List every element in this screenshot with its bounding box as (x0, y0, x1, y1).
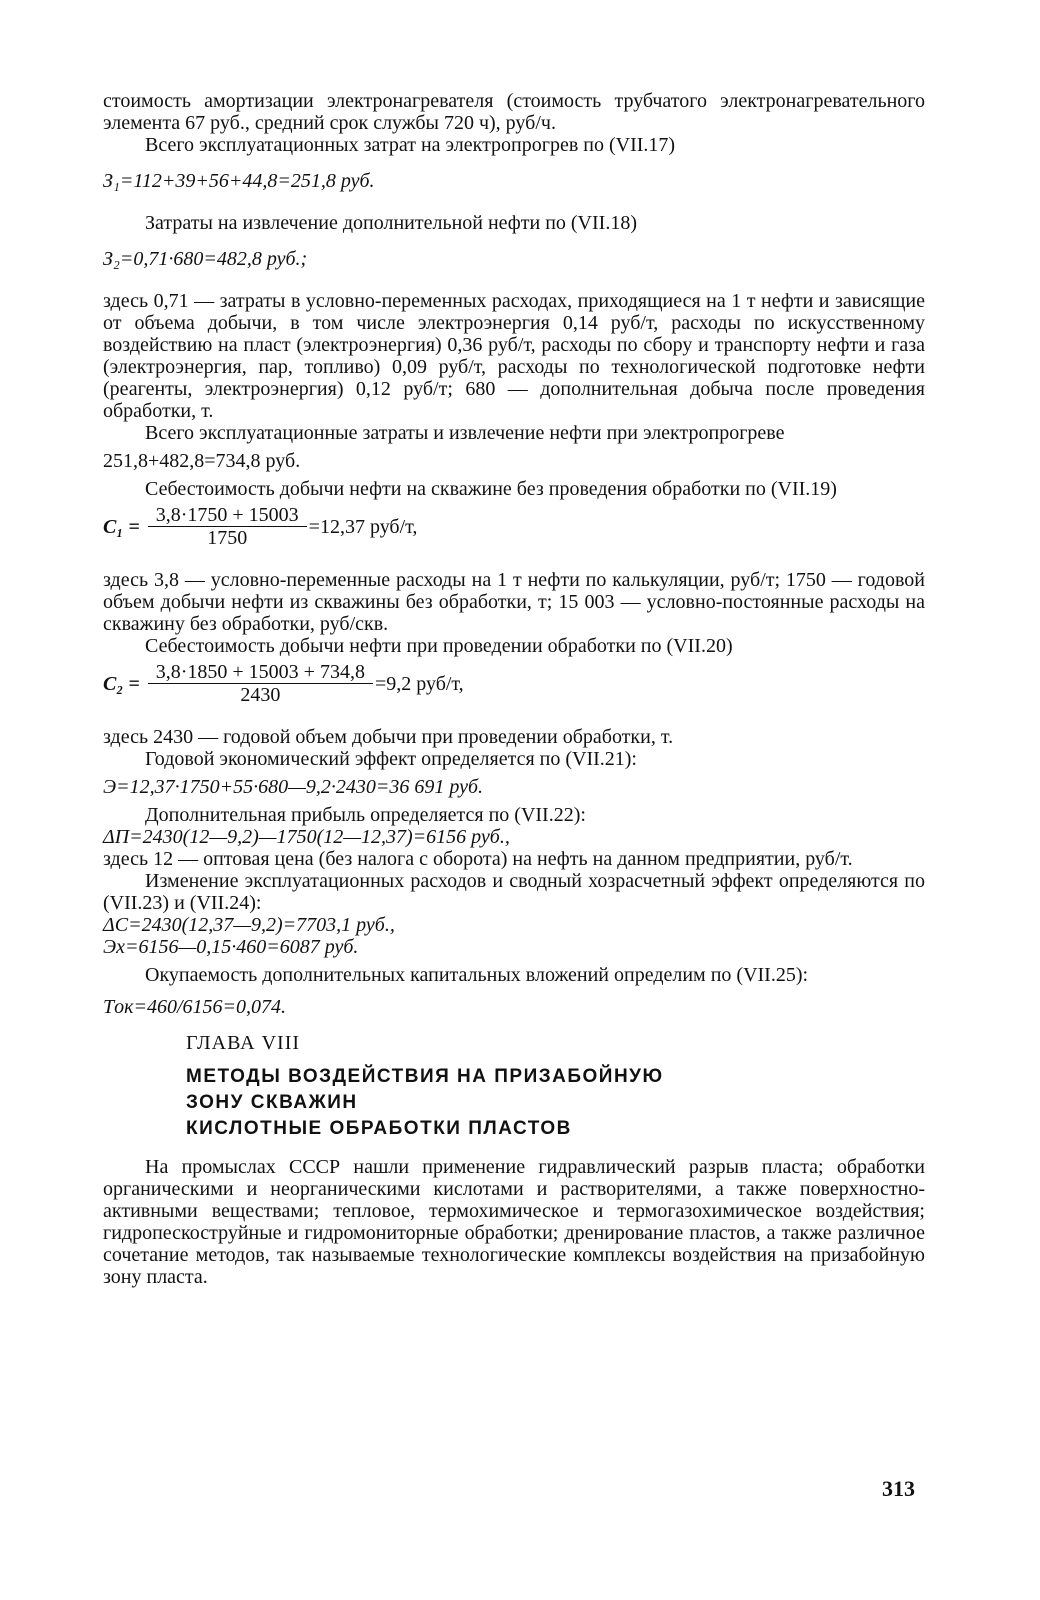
section-title: КИСЛОТНЫЕ ОБРАБОТКИ ПЛАСТОВ (186, 1118, 572, 1139)
fraction (152, 661, 369, 706)
formula-c1 (103, 504, 925, 549)
page-number: 313 (882, 1476, 915, 1501)
paragraph: Годовой экономический эффект определяется по (VII.21): (145, 748, 637, 770)
formula-c2 (103, 661, 925, 706)
chapter-title: ЗОНУ СКВАЖИН (186, 1092, 358, 1113)
paragraph: здесь 12 — оптовая цена (без налога с оборота) на нефть на данном предприятии, руб/т. (103, 848, 853, 870)
paragraph: Себестоимость добычи нефти при проведении обработки по (VII.20) (145, 635, 733, 657)
paragraph: Себестоимость добычи нефти на скважине без проведения обработки по (VII.19) (145, 478, 837, 500)
denominator: 2430 (148, 683, 373, 706)
formula: Эх=6156—0,15·460=6087 руб. (103, 936, 359, 958)
paragraph: стоимость амортизации электронагревателя (стоимость трубчатого электронагревательного элемента 67 руб., средний срок службы 720 ч), руб/ч. (103, 90, 925, 134)
numerator: 3,8·1750 + 15003 (155, 504, 299, 526)
formula: Tок=460/6156=0,074. (103, 996, 287, 1018)
paragraph: здесь 0,71 — затраты в условно-переменных расходах, приходящиеся на 1 т нефти и зависящие от объема добычи, в том числе электроэнергия 0,14 руб/т, расходы по искусственному воздействию на пласт (электроэнергия) 0,36 руб/т, расходы по сбору и транспорту нефти и газа (электроэнергия, пар, топливо) 0,09 руб/т, расходы по технологической подготовке нефти (реагенты, электроэнергия) 0,12 руб/т; 680 — дополнительная добыча после проведения обработки, т. (103, 290, 925, 422)
formula-variable: C₂ = (103, 672, 140, 695)
formula: 251,8+482,8=734,8 руб. (103, 450, 301, 472)
paragraph: Окупаемость дополнительных капитальных вложений определим по (VII.25): (145, 964, 809, 986)
paragraph: Дополнительная прибыль определяется по (VII.22): (145, 804, 586, 826)
formula-result: =9,2 руб/т, (374, 672, 464, 695)
numerator: 3,8·1850 + 15003 + 734,8 (155, 661, 365, 683)
paragraph: здесь 3,8 — условно-переменные расходы на 1 т нефти по калькуляции, руб/т; 1750 — годовой объем добычи нефти из скважины без обработки, т; 15 003 — условно-постоянные расходы на скважину без обработки, руб/скв. (103, 569, 925, 635)
chapter-title: МЕТОДЫ ВОЗДЕЙСТВИЯ НА ПРИЗАБОЙНУЮ (186, 1066, 664, 1087)
formula-result: =12,37 руб/т, (308, 515, 418, 538)
paragraph: На промыслах СССР нашли применение гидравлический разрыв пласта; обработки органическими и неорганическими кислотами и растворителями, а также поверхностно-активными веществами; тепловое, термохимическое и термогазохимическое воздействия; гидропескоструйные и гидромониторные обработки; дренирование пластов, а также различное сочетание методов, так называемые технологические комплексы воздействия на призабойную зону пласта. (103, 1156, 925, 1288)
formula: З₁=112+39+56+44,8=251,8 руб. (103, 170, 375, 192)
paragraph: Всего эксплуатационных затрат на электропрогрев по (VII.17) (145, 134, 676, 156)
paragraph: Изменение эксплуатационных расходов и сводный хозрасчетный эффект определяются по (VII.23) и (VII.24): (103, 870, 925, 914)
page-body (103, 90, 925, 1288)
paragraph: здесь 2430 — годовой объем добычи при проведении обработки, т. (103, 726, 674, 748)
formula-variable: C₁ = (103, 515, 140, 538)
paragraph: Всего эксплуатационные затраты и извлечение нефти при электропрогреве (145, 422, 785, 444)
formula: Э=12,37·1750+55·680—9,2·2430=36 691 руб. (103, 776, 484, 798)
formula: З₂=0,71·680=482,8 руб.; (103, 248, 308, 270)
formula: ΔC=2430(12,37—9,2)=7703,1 руб., (103, 914, 395, 936)
formula: ΔП=2430(12—9,2)—1750(12—12,37)=6156 руб., (103, 826, 510, 848)
fraction (152, 504, 303, 549)
denominator: 1750 (148, 526, 307, 549)
chapter-label: ГЛАВА VIII (186, 1032, 301, 1054)
paragraph: Затраты на извлечение дополнительной нефти по (VII.18) (145, 212, 637, 234)
